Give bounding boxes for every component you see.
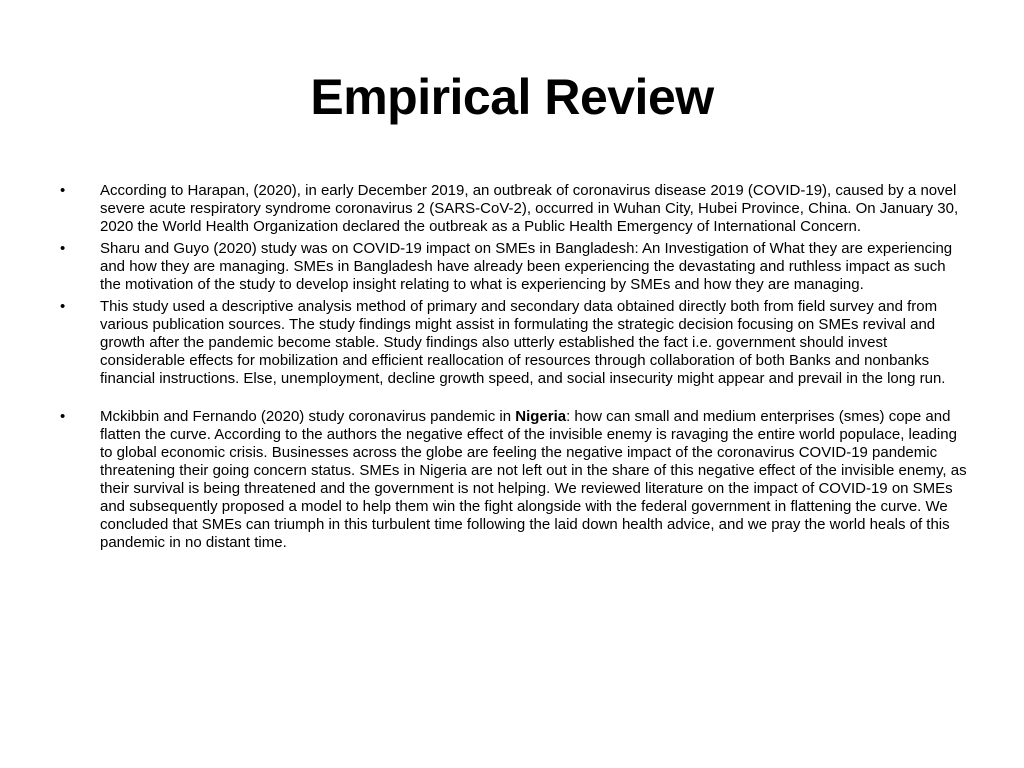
bullet-marker: • (60, 408, 66, 425)
bullet-list (56, 182, 968, 556)
slide-title: Empirical Review (310, 69, 714, 125)
bullet-text-sharu-guyo: Sharu and Guyo (2020) study was on COVID-19 impact on SMEs in Bangladesh: An Investigation of What they are experiencing and how they are managing. SMEs in Bangladesh have already been experiencing the devastating and ruthless impact as such the motivation of the study to develop insight relating to what is experiencing by SMEs and how they are managing. (100, 240, 953, 293)
bullet-marker: • (60, 182, 66, 199)
list-item (56, 408, 968, 552)
list-item (56, 298, 968, 388)
list-item (56, 182, 968, 236)
bullet-marker: • (60, 298, 66, 315)
list-item (56, 240, 968, 294)
bullet-text-methodology: This study used a descriptive analysis method of primary and secondary data obtained directly both from field survey and from various publication sources. The study findings might assist in formulating the strategic decision focusing on SMEs revival and growth after the pandemic become stable. Study findings also utterly established the fact i.e. government should invest considerable effects for mobilization and efficient reallocation of resources through collaboration of both Banks and nonbanks financial instructions. Else, unemployment, decline growth speed, and social insecurity might appear and prevail in the long run. (100, 298, 946, 387)
bullet-text-part: : how can small and medium enterprises (smes) cope and flatten the curve. According to the authors the negative effect of the invisible enemy is ravaging the entire world populace, leading to global economic crisis. Businesses across the globe are feeling the negative impact of the coronavirus COVID-19 pandemic threatening their going concern status. SMEs in Nigeria are not left out in the share of this negative effect of the invisible enemy, as their survival is being threatened and the government is not helping. We reviewed literature on the impact of COVID-19 on SMEs and subsequently proposed a model to help them win the fight alongside with the federal government in flattening the curve. We concluded that SMEs can triumph in this turbulent time following the laid down health advice, and we pray the world heals of this pandemic in no distant time. (100, 408, 967, 551)
bullet-text-mckibbin-fernando (100, 408, 968, 552)
bullet-text-harapan: According to Harapan, (2020), in early December 2019, an outbreak of coronavirus disease 2019 (COVID-19), caused by a novel severe acute respiratory syndrome coronavirus 2 (SARS-CoV-2), occurred in Wuhan City, Hubei Province, China. On January 30, 2020 the World Health Organization declared the outbreak as a Public Health Emergency of International Concern. (100, 182, 959, 235)
bullet-text-part: Mckibbin and Fernando (2020) study coronavirus pandemic in (100, 408, 516, 425)
bold-country-name: Nigeria (515, 408, 567, 425)
bullet-marker: • (60, 240, 66, 257)
